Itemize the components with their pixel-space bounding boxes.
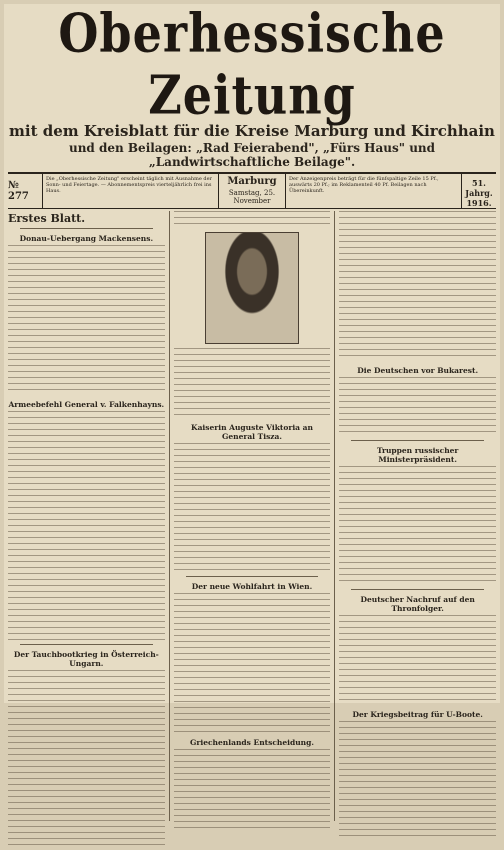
info-bar — [8, 174, 496, 209]
divider — [186, 576, 319, 577]
article-text — [339, 377, 496, 437]
masthead — [4, 1, 500, 169]
section-title: Erstes Blatt. — [8, 212, 86, 225]
divider — [351, 589, 484, 590]
article-text — [174, 593, 331, 733]
volume-year — [461, 174, 496, 208]
city: Marburg — [227, 176, 277, 187]
advertising-info: Der Anzeigenpreis beträgt für die fünfspaltige Zeile 15 Pf., auswärts 20 Pf.; im Reklamenteil 40 Pf. Beilagen nach Übereinkunft. — [285, 174, 461, 208]
headline: Der Kriegsbeitrag für U-Boote. — [352, 710, 483, 719]
headline: Der neue Wohlfahrt in Wien. — [191, 582, 313, 591]
issue-date: Samstag, 25. November — [228, 189, 276, 205]
headline: Deutscher Nachruf auf den Thronfolger. — [360, 595, 475, 613]
headline: Armeebefehl General v. Falkenhayns. — [8, 400, 165, 409]
year-label: 1916. — [466, 198, 492, 208]
masthead-supplements: und den Beilagen: „Rad Feierabend", „Fürs Haus" und „Landwirtschaftliche Beilage". — [68, 141, 436, 169]
divider — [351, 440, 484, 441]
masthead-subtitle: mit dem Kreisblatt für die Kreise Marburg und Kirchhain — [9, 122, 495, 140]
column-right — [334, 211, 496, 821]
headline: Kaiserin Auguste Viktoria an General Tisza. — [191, 423, 313, 441]
issue-number: № 277 — [8, 180, 29, 202]
place-date — [218, 174, 285, 208]
portrait-photo — [205, 232, 299, 344]
headline: Donau-Uebergang Mackensens. — [19, 234, 154, 243]
article-text — [339, 615, 496, 705]
divider — [20, 644, 153, 645]
article-text — [174, 348, 331, 418]
volume-label: 51. Jahrg. — [465, 178, 493, 198]
article-text — [8, 670, 165, 850]
column-left — [8, 211, 165, 821]
divider — [20, 228, 153, 229]
headline: Griechenlands Entscheidung. — [190, 738, 314, 747]
article-text — [174, 749, 331, 829]
headline: Die Deutschen vor Bukarest. — [357, 366, 479, 375]
headline: Truppen russischer Ministerpräsident. — [376, 446, 459, 464]
column-middle — [169, 211, 331, 821]
article-text — [339, 211, 496, 361]
article-text — [8, 245, 165, 395]
article-text — [8, 411, 165, 641]
article-text — [174, 211, 331, 229]
article-text — [339, 466, 496, 586]
article-text — [339, 721, 496, 841]
newspaper-page — [4, 1, 500, 747]
masthead-title: Oberhessische Zeitung — [58, 1, 446, 127]
article-text — [174, 443, 331, 573]
headline: Der Tauchbootkrieg in Österreich-Ungarn. — [13, 650, 159, 668]
article-columns — [8, 211, 496, 821]
subscription-info: Die „Oberhessische Zeitung" erscheint täglich mit Ausnahme der Sonn- und Feiertage. — Abonnementspreis vierteljährlich frei ins Haus. — [42, 174, 218, 208]
